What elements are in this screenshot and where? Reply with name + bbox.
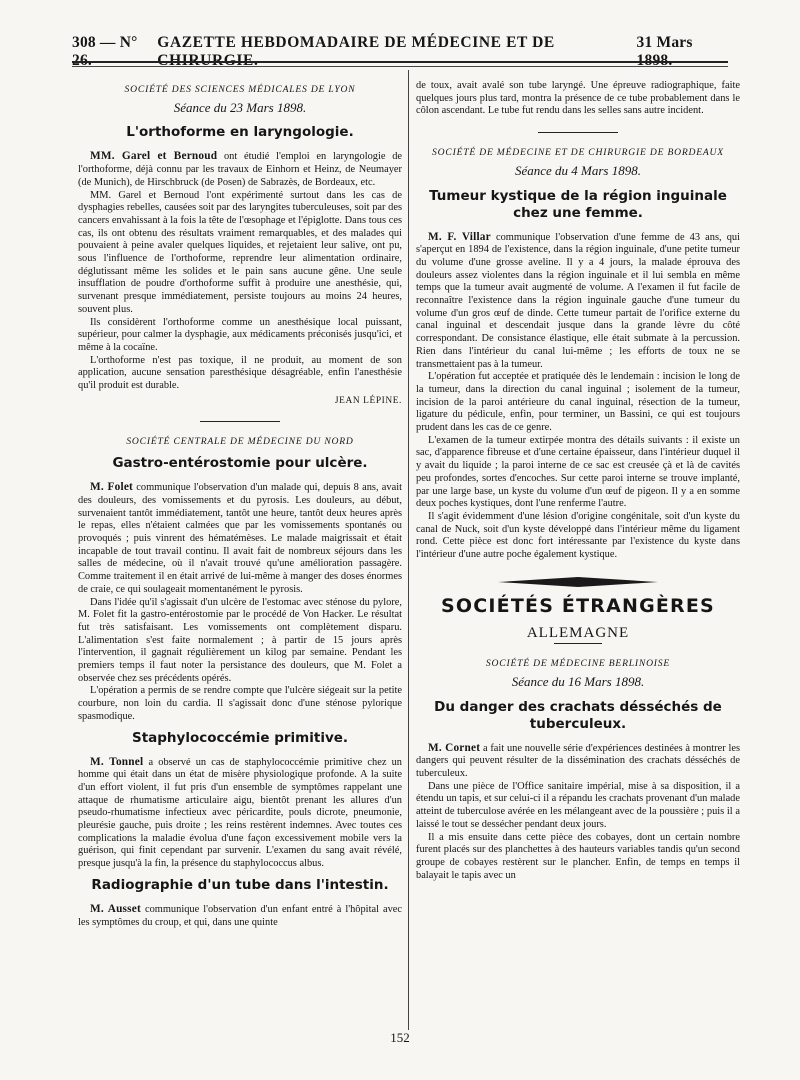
paragraph: MM. Garel et Bernoud l'ont expérimenté surtout dans les cas de dysphagies rebelles, causées soit par des laryngites tuberculeuses, soit par des cancers envahissant à la fois la tête de l'œsophage et l'épiglotte. Dans tous ces cas, ils ont obtenu des résultats vraiment remarquables, et des malades qui pouvaient à peine avaler quelques liquides, et rejetaient leur salive, ont pu, sous l'influence de l'orthoforme, reprendre leur alimentation ordinaire, déglutissant même les solides et le pain sans aucune gêne. Une seule insufflation de poudre d'orthoforme suffit à produire une anesthésie, qui, survenant presque immédiatement, persiste toujours au moins 24 heures, souvent plus. [78,189,402,315]
country-rule [554,643,602,644]
paragraph: Il a mis ensuite dans cette pièce des cobayes, dont un certain nombre furent placés sur des planchettes à des hauteurs variables tandis qu'un second groupe de cobayes restèrent sur le plancher. Enfin, de temps en temps il balayait le tapis avec un [416,831,740,881]
paragraph: L'orthoforme n'est pas toxique, il ne produit, au moment de son application, aucune sensation paresthésique désagréable, enfin l'anesthésie qu'il produit est durable. [78,354,402,392]
header-rule [72,61,728,63]
section-rule [200,421,280,422]
paragraph: de toux, avait avalé son tube laryngé. Une épreuve radiographique, faite quelques jours plus tard, montra la présence de ce tube probablement dans le côlon ascendant. Le tube fut rendu dans les selles sans autre incident. [416,80,740,117]
paragraph: Ils considèrent l'orthoforme comme un anesthésique local puissant, supérieur, pour calmer la dysphagie, aux médicaments préconisés jusqu'ici, et même à la cocaïne. [78,316,402,353]
article-title: Staphylococcémie primitive. [131,729,349,746]
right-column [416,80,740,882]
paragraph: M. Tonnel a observé un cas de staphylococcémie primitive chez un homme qui était dans un état de misère physiologique profonde. A la suite d'un effort violent, il fut pris d'un ensemble de symptômes rappelant une attaque de rhumatisme articulaire aigu, bientôt prenant les allures d'un pseudo-rhumatisme infectieux avec péricardite, pouls dicrote, pneumonie, pleurésie gauche, puis droite ; les reins restèrent indemnes. Avec toutes ces complications la maladie évolua d'une façon excessivement mobile vers la guérison, qui finit cependant par survenir. L'examen du sang avait révélé, presque jusqu'à la fin, la présence du staphylococcus albus. [78,755,402,870]
author-name: M. Folet [90,481,134,494]
session-date: Séance du 4 Mars 1898. [514,162,641,178]
session-date: Séance du 23 Mars 1898. [173,99,307,115]
article-title: Tumeur kystique de la région inguinale chez une femme. [429,187,727,221]
left-column [78,80,402,929]
paragraph: L'opération a permis de se rendre compte que l'ulcère siégeait sur la petite courbure, non loin du cardia. Il s'agissait donc d'une sténose pylorique spasmodique. [78,685,402,722]
paragraph: M. Folet communique l'observation d'un malade qui, depuis 8 ans, avait des douleurs, des vomissements et du pyrosis. Les douleurs, au début, survenaient tantôt immédiatement, tantôt une heure, tantôt deux heures après le repas, elles n'étaient calmées que par les vomissements spontanés ou provoqués ; puis vinrent des hématémèses. Le malade maigrissait et était incapable de tout travail continu. Il avait fait de nombreux séjours dans les salles de médecine, où il n'avait trouvé qu'une amélioration passagère. Comme traitement il en était arrivé de lui-même à manger des doses énormes de craie, ce qui soulageait momentanément le pyrosis. [78,481,402,595]
column-divider [408,70,409,1030]
ornamental-rule [498,576,658,588]
foreign-section-title: SOCIÉTÉS ÉTRANGÈRES [441,594,715,617]
issue-date: 31 Mars 1898. [636,34,693,69]
society-heading: SOCIÉTÉ CENTRALE DE MÉDECINE DU NORD [126,436,354,448]
author-name: M. Tonnel [90,755,144,768]
country-heading: ALLEMAGNE [526,624,630,641]
paragraph: L'examen de la tumeur extirpée montra des détails suivants : il existe un sac, d'apparence fibreuse et d'une certaine épaisseur, dans l'intérieur duquel il y avait du liquide ; la paroi interne de ce sac est creusée çà et là de cavités peu profondes, sortes d'encoches. Sur cette paroi interne se trouve implanté, par une large base, un kyste du volume d'un œuf de pigeon. Il y a en somme deux poches kystiques, dont l'une renferme l'autre. [416,434,740,510]
running-head [72,34,728,70]
article-title: Gastro-entérostomie pour ulcère. [112,455,368,472]
paragraph: L'opération fut acceptée et pratiquée dès le lendemain : incision le long de la tumeur, dans la direction du canal inguinal ; isolement de la tumeur, incision de la paroi antérieure du canal inguinal, résection de la tumeur, ligature du pédicule, enfin, pour terminer, un Bassini, ce qui est toujours prudent dans les cas de ce genre. [416,371,740,434]
section-rule [538,132,618,133]
paragraph: Il s'agit évidemment d'une lésion d'origine congénitale, soit d'un kyste du canal de Nuck, soit d'un kyste développé dans l'intérieur même du ligament rond. Cette pièce est donc fort intéressante par l'existence du kyste dans l'intérieur d'une autre poche également kystique. [416,510,740,561]
paragraph: MM. Garel et Bernoud ont étudié l'emploi en laryngologie de l'orthoforme, déjà connu par les travaux de Einhorn et Heinz, de Neumayer (de Munich), de Hirschbruck (de Posen) de Sabrazès, de Bordeaux, etc. [78,150,402,188]
paragraph: M. Ausset communique l'observation d'un enfant entré à l'hôpital avec les symptômes du croup, et qui, dans une quinte [78,902,402,928]
page-issue: 308 — N° 26. [72,34,138,69]
session-date: Séance du 16 Mars 1898. [511,673,645,689]
signature: JEAN LÉPINE. [334,395,402,406]
paragraph: M. F. Villar communique l'observation d'une femme de 43 ans, qui s'aperçut en 1894 de l'existence, dans la région inguinale, d'une petite tumeur du volume d'une grosse aveline. Il y a 4 jours, la malade éprouva des douleurs assez violentes dans la région inguinale et il lui sembla en même temps que la tumeur avait augmenté de volume. A l'examen il fut facile de reconnaître l'existence dans la région inguinale gauche d'une tumeur du volume d'un gros œuf de dinde. Cette tumeur partait de l'orifice externe du canal inguinal et descendait jusque dans la grande lèvre du côté correspondant. De consistance élastique, elle était submate à la percussion. Rien dans l'intérieur du canal lui-même ; les efforts de toux ne se transmettaient pas à la tumeur. [416,230,740,370]
society-heading: SOCIÉTÉ DES SCIENCES MÉDICALES DE LYON [124,84,356,95]
paragraph: Dans l'idée qu'il s'agissait d'un ulcère de l'estomac avec sténose du pylore, M. Folet fit la gastro-entérostomie par le procédé de Von Hacker. Le résultat fut très satisfaisant. Les vomissements ont complètement disparu. L'alimentation s'est faite normalement ; à partir de 15 jours après l'intervention, il gagnait régulièrement un kilog par semaine. Pendant les premiers temps il faut noter la persistance des douleurs, que M. Folet a observée chez ses précédents opérés. [78,596,402,684]
header-rule-thin [72,66,728,67]
article-title: Radiographie d'un tube dans l'intestin. [91,876,389,893]
paragraph: Dans une pièce de l'Office sanitaire impérial, mise à sa disposition, il a étendu un tapis, et sur celui-ci il a répandu les crachats provenant d'un malade atteint de tuberculose avérée en les mélangeant avec de la poussière ; puis il a laissé le tout se dessécher pendant deux jours. [416,780,740,830]
page-number: 152 [390,1030,410,1045]
article-title: L'orthoforme en laryngologie. [126,124,354,141]
author-name: MM. Garel et Bernoud [90,150,218,163]
article-title: Du danger des crachats désséchés de tuberculeux. [434,698,722,732]
author-name: M. Cornet [428,741,481,754]
author-name: M. F. Villar [428,230,491,243]
society-heading: SOCIÉTÉ DE MÉDECINE ET DE CHIRURGIE DE BORDEAUX [432,147,724,159]
journal-title: GAZETTE HEBDOMADAIRE DE MÉDECINE ET DE CHIRURGIE. [157,34,555,69]
society-heading: SOCIÉTÉ DE MÉDECINE BERLINOISE [485,658,671,670]
paragraph: M. Cornet a fait une nouvelle série d'expériences destinées à montrer les dangers qui peuvent résulter de la dissémination des crachats désséchés de tuberculeux. [416,741,740,780]
author-name: M. Ausset [90,902,141,915]
